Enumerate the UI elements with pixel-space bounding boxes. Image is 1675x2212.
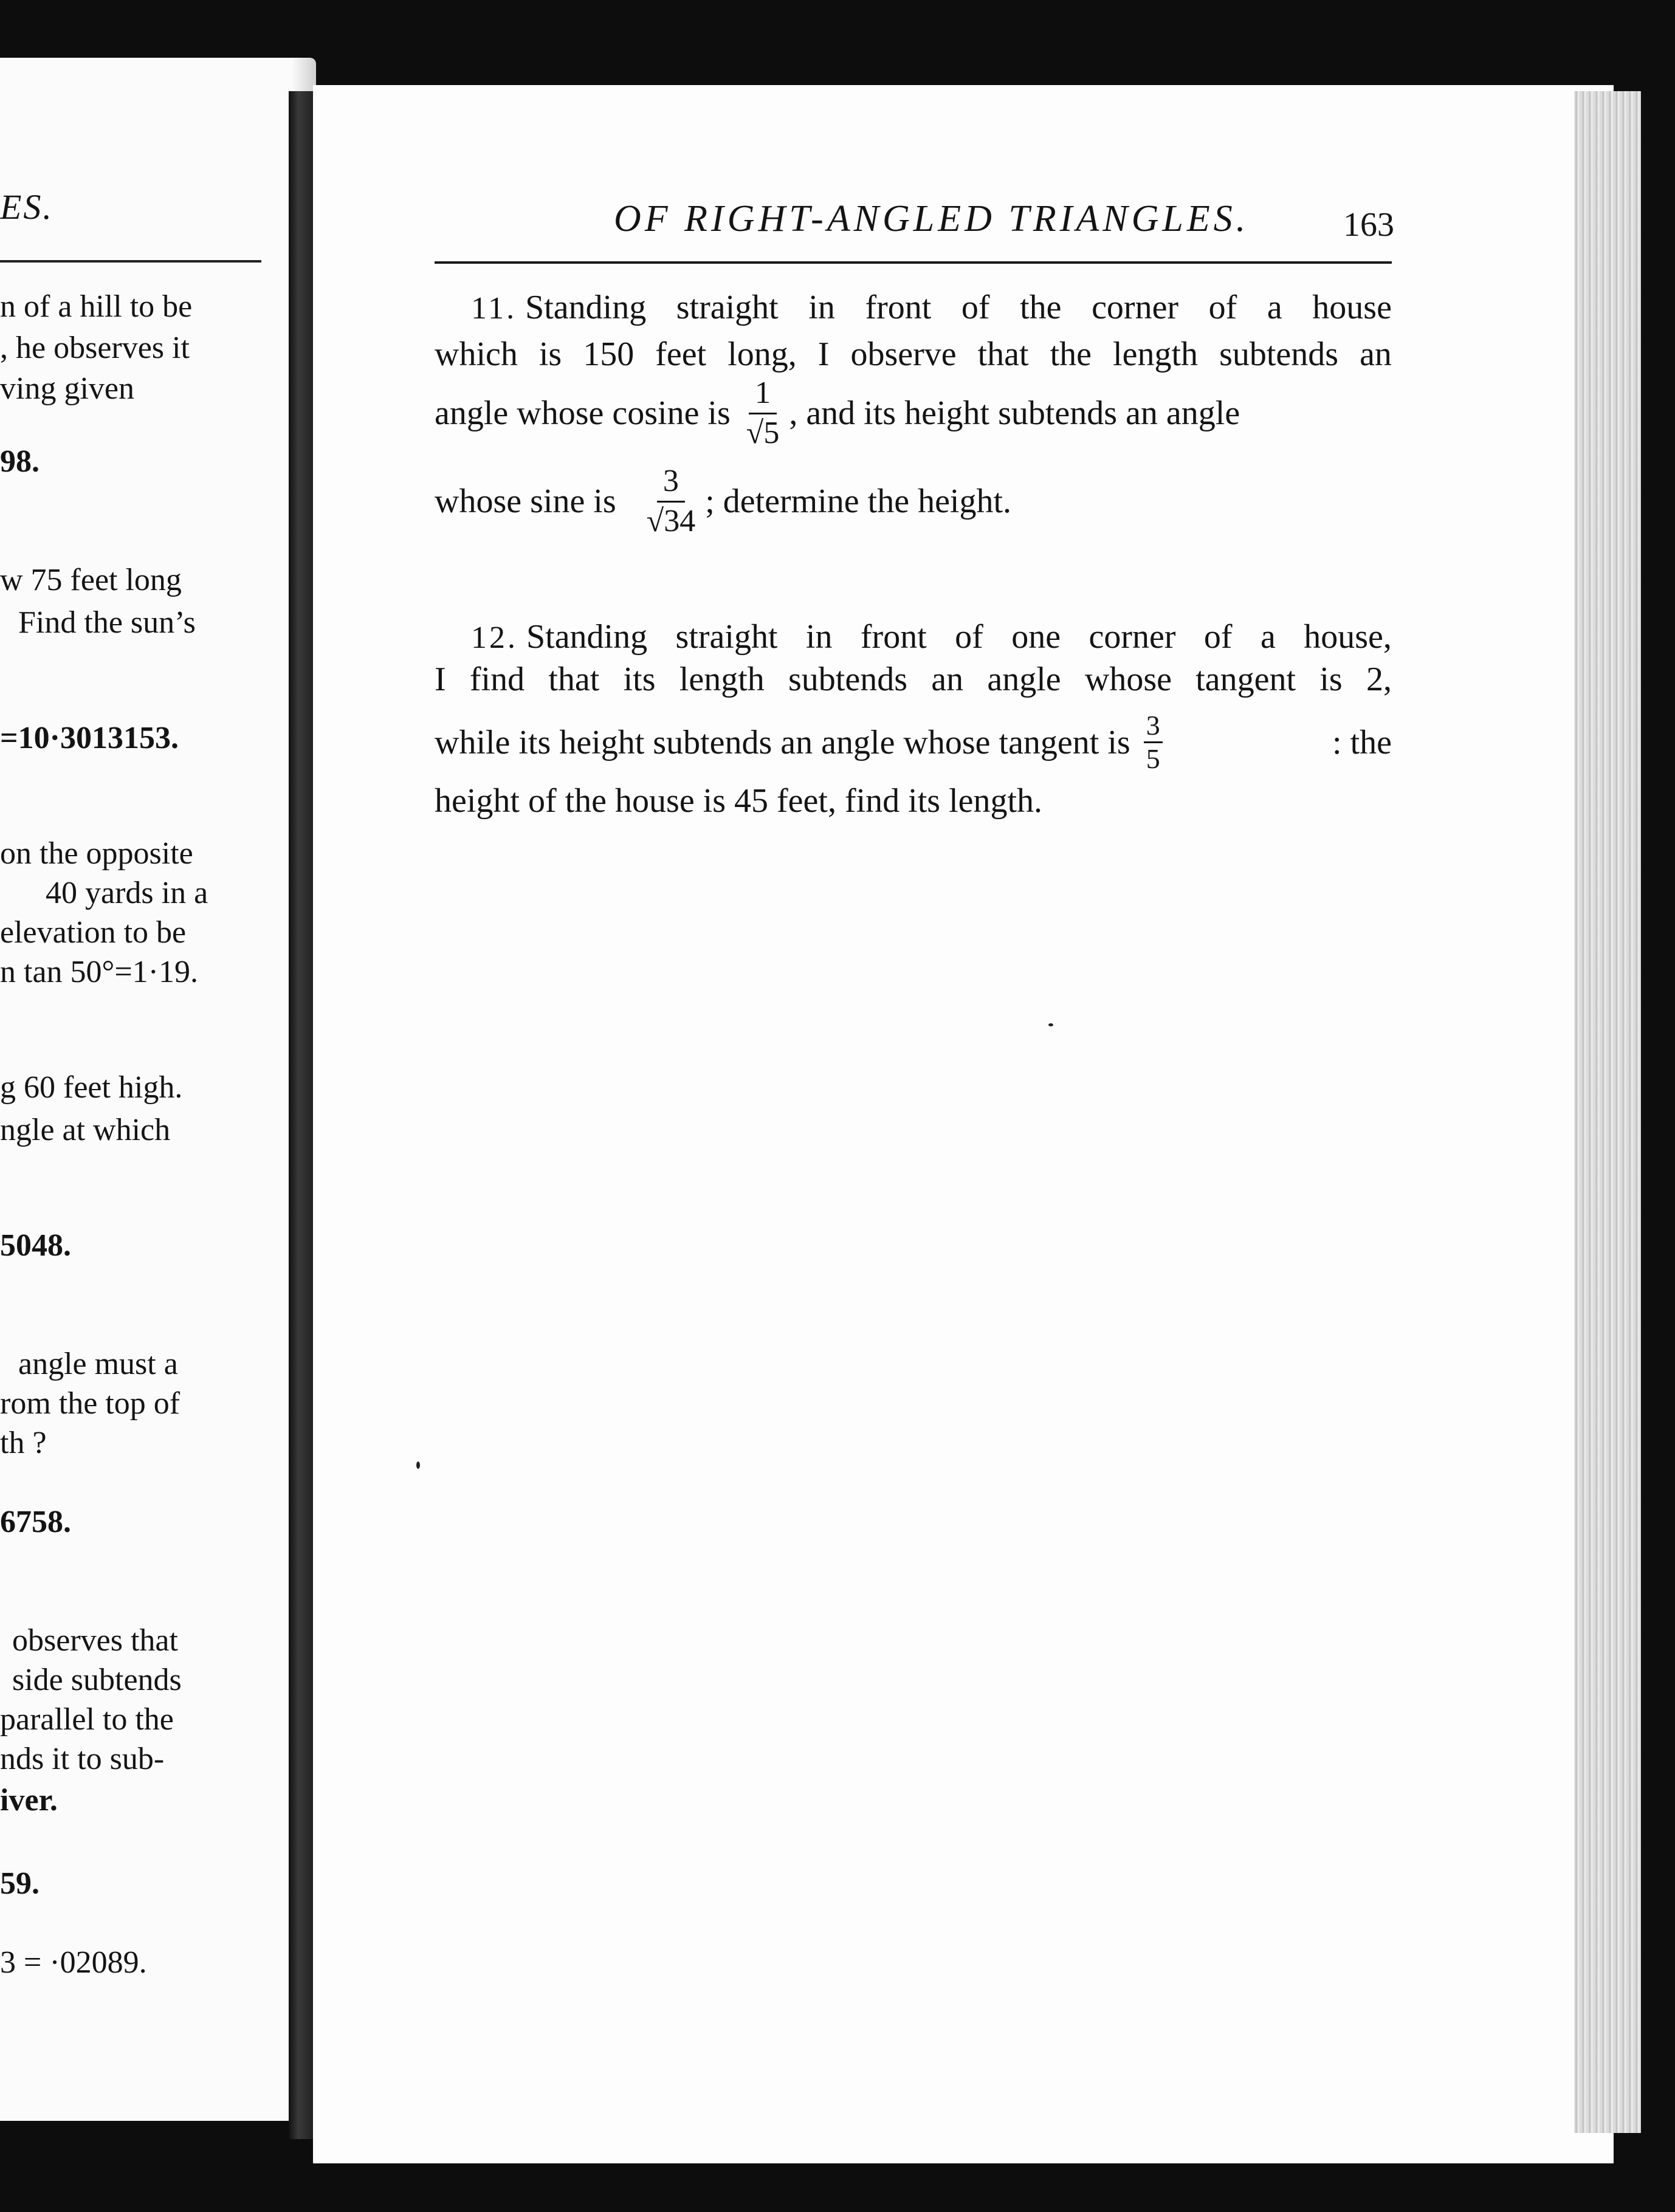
- header-rule: [435, 261, 1392, 264]
- word: whose: [1084, 661, 1172, 698]
- word: I: [817, 335, 830, 373]
- word: a: [1267, 289, 1282, 326]
- word: its: [623, 661, 656, 698]
- text-run: whose sine is: [435, 483, 616, 521]
- left-answer-line: 6758.: [0, 1505, 71, 1539]
- left-text-line: w 75 feet long: [0, 563, 182, 597]
- left-text-line: ngle at which: [0, 1113, 171, 1147]
- page-edges: [1574, 91, 1641, 2133]
- word: the: [1050, 335, 1092, 373]
- book-spine-gutter: [289, 91, 313, 2139]
- left-text-line: side subtends: [12, 1663, 182, 1697]
- fraction-numerator: 3: [657, 465, 685, 503]
- word: length: [679, 661, 765, 698]
- word: Standing: [525, 289, 647, 326]
- left-answer-line: 5048.: [0, 1228, 71, 1263]
- word: Standing: [526, 618, 648, 656]
- text-run: : the: [1332, 723, 1392, 761]
- left-answer-line: 59.: [0, 1866, 40, 1901]
- word: straight: [675, 618, 778, 656]
- text-run: angle whose cosine is: [435, 394, 731, 433]
- word: length: [1113, 335, 1199, 373]
- left-answer-line: =10·3013153.: [0, 721, 179, 755]
- word: house: [1312, 289, 1392, 326]
- fraction-denominator: 5: [1146, 743, 1160, 775]
- left-text-line: iver.: [0, 1783, 58, 1818]
- left-head-rule: [0, 260, 261, 263]
- left-text-line: , he observes it: [0, 331, 190, 365]
- word: house,: [1304, 618, 1392, 656]
- left-text-line: ving given: [0, 371, 134, 406]
- fraction-denominator: √5: [746, 415, 780, 450]
- left-text-line: parallel to the: [0, 1702, 174, 1737]
- word: front: [865, 289, 932, 326]
- word: corner: [1092, 289, 1179, 326]
- word: subtends: [1219, 335, 1339, 373]
- left-text-line: g 60 feet high.: [0, 1070, 183, 1105]
- text-run: , and its height subtends an angle: [789, 394, 1240, 433]
- fraction-numerator: 1: [749, 377, 777, 414]
- word: which: [435, 335, 518, 373]
- left-text-line: n tan 50°=1·19.: [0, 955, 198, 989]
- left-text-line: angle must a: [18, 1347, 178, 1381]
- word: of: [955, 618, 983, 656]
- word: 2,: [1366, 661, 1392, 698]
- text-run: height of the house is 45 feet, find its length.: [435, 782, 1043, 820]
- word: that: [977, 335, 1029, 373]
- left-answer-line: 98.: [0, 444, 40, 479]
- problem-11-line-4: [435, 465, 1392, 538]
- left-text-line: rom the top of: [0, 1386, 181, 1421]
- text-run: while its height subtends an angle whose tangent is: [435, 723, 1130, 761]
- word: the: [1020, 289, 1062, 326]
- left-running-head: ES.: [0, 187, 53, 227]
- word: is: [1319, 661, 1343, 698]
- word: find: [469, 661, 525, 698]
- word: a: [1260, 618, 1276, 656]
- left-text-line: Find the sun’s: [18, 605, 196, 640]
- problem-11-line-2: [435, 337, 1392, 371]
- problem-12-line-4: [435, 784, 1392, 818]
- word: long,: [727, 335, 797, 373]
- word: that: [548, 661, 600, 698]
- left-text-line: n of a hill to be: [0, 289, 193, 324]
- word: corner: [1089, 618, 1176, 656]
- word: front: [860, 618, 927, 656]
- text-run: ; determine the height.: [705, 483, 1012, 521]
- word: feet: [655, 335, 707, 373]
- ink-speck: [1048, 1023, 1053, 1026]
- left-text-line: on the opposite: [0, 836, 193, 871]
- left-text-line: nds it to sub-: [0, 1742, 165, 1776]
- problem-number: 11.: [471, 291, 517, 326]
- left-text-line: 40 yards in a: [46, 876, 208, 910]
- ink-speck: [416, 1461, 420, 1469]
- word: is: [538, 335, 562, 373]
- problem-12-line-2: [435, 662, 1392, 696]
- problem-12-line-1: [435, 620, 1392, 654]
- problem-11-line-1: [435, 290, 1392, 325]
- fraction-three-over-root-34: [641, 465, 702, 538]
- word: I: [435, 661, 446, 698]
- fraction-three-over-five: [1144, 711, 1163, 774]
- left-facing-page: [0, 58, 316, 2121]
- problem-11-line-3: [435, 377, 1392, 450]
- problem-number: 12.: [471, 620, 518, 655]
- word: tangent: [1195, 661, 1296, 698]
- left-answer-line: 3 = ·02089.: [0, 1945, 147, 1980]
- left-text-line: observes that: [12, 1623, 178, 1658]
- word: an: [1360, 335, 1392, 373]
- page-number: 163: [1343, 206, 1394, 244]
- word: in: [805, 618, 833, 656]
- word: an: [931, 661, 964, 698]
- word: subtends: [788, 661, 908, 698]
- fraction-denominator: √34: [646, 503, 696, 538]
- fraction-numerator: 3: [1144, 711, 1163, 743]
- word: of: [1203, 618, 1233, 656]
- left-text-line: th ?: [0, 1426, 47, 1460]
- word: of: [1208, 289, 1237, 326]
- text-run-wrap: [789, 394, 1392, 433]
- word: one: [1011, 618, 1061, 656]
- word: angle: [987, 661, 1061, 698]
- word: observe: [850, 335, 957, 373]
- running-head: OF RIGHT-ANGLED TRIANGLES.: [614, 198, 1250, 239]
- left-text-line: elevation to be: [0, 915, 187, 950]
- fraction-one-over-root-five: [740, 377, 786, 450]
- word: 150: [583, 335, 635, 373]
- word: in: [808, 289, 835, 326]
- problem-12-line-3: [435, 711, 1392, 774]
- word: straight: [676, 289, 779, 326]
- word: of: [961, 289, 990, 326]
